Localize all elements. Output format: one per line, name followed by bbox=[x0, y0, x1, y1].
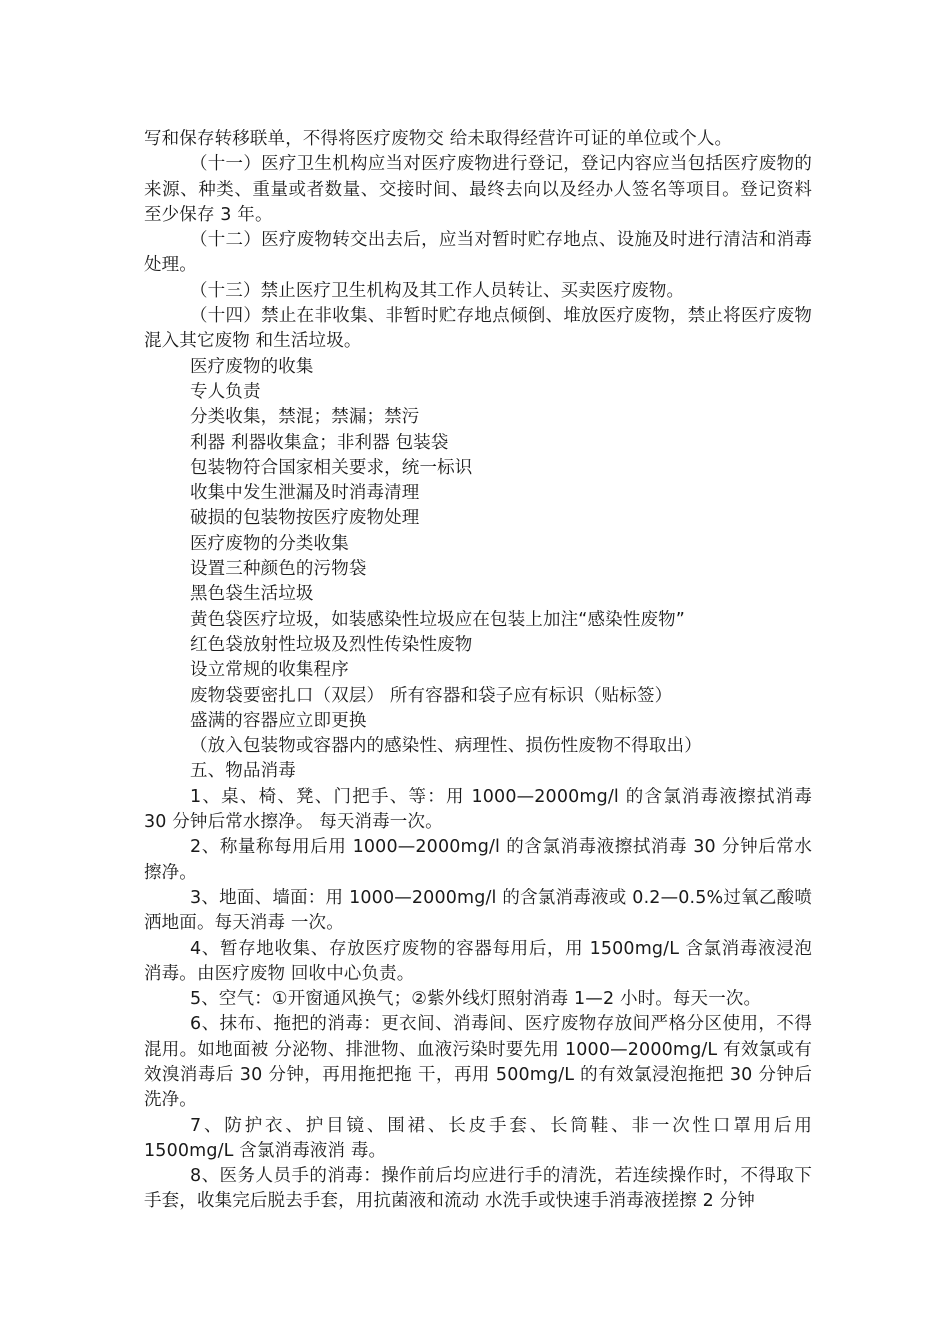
paragraph-disinfection-4: 4、暂存地收集、存放医疗废物的容器每用后，用 1500mg/L 含氯消毒液浸泡消毒。由医疗废物 回收中心负责。 bbox=[144, 938, 812, 984]
paragraph-twelve: （十二）医疗废物转交出去后，应当对暂时贮存地点、设施及时进行清洁和消毒处理。 bbox=[144, 230, 812, 276]
list-item: 破损的包装物按医疗废物处理 bbox=[190, 508, 420, 529]
list-item: 利器 利器收集盒；非利器 包装袋 bbox=[190, 432, 449, 453]
paragraph-disinfection-8: 8、医务人员手的消毒：操作前后均应进行手的清洗，若连续操作时，不得取下手套，收集完后脱去手套，用抗菌液和流动 水洗手或快速手消毒液搓擦 2 分钟 bbox=[144, 1166, 812, 1212]
list-item: 分类收集，禁混；禁漏；禁污 bbox=[190, 407, 420, 428]
list-item: 盛满的容器应立即更换 bbox=[190, 710, 367, 731]
list-item: 黑色袋生活垃圾 bbox=[190, 584, 314, 605]
list-item: 包装物符合国家相关要求，统一标识 bbox=[190, 457, 473, 478]
list-item: 废物袋要密扎口（双层） 所有容器和袋子应有标识（贴标签） bbox=[190, 685, 673, 706]
paragraph-eleven: （十一）医疗卫生机构应当对医疗废物进行登记，登记内容应当包括医疗废物的来源、种类、重量或者数量、交接时间、最终去向以及经办人签名等项目。登记资料至少保存 3 年。 bbox=[144, 154, 812, 225]
paragraph-disinfection-6: 6、抹布、拖把的消毒：更衣间、消毒间、医疗废物存放间严格分区使用，不得混用。如地面被 分泌物、排泄物、血液污染时要先用 1000—2000mg/L 有效氯或有效溴消毒后 30 分钟，再用拖把拖 干，再用 500mg/L 的有效氯浸泡拖把 30 分钟后洗净。 bbox=[144, 1014, 812, 1111]
list-item: 设立常规的收集程序 bbox=[190, 660, 349, 681]
list-item: 专人负责 bbox=[190, 381, 261, 402]
section-heading-disinfection: 五、物品消毒 bbox=[190, 761, 296, 782]
list-item: 红色袋放射性垃圾及烈性传染性废物 bbox=[190, 634, 473, 655]
list-item: 医疗废物的分类收集 bbox=[190, 533, 349, 554]
list-item: 黄色袋医疗垃圾，如装感染性垃圾应在包装上加注“感染性废物” bbox=[190, 609, 685, 630]
list-item: 收集中发生泄漏及时消毒清理 bbox=[190, 483, 420, 504]
paragraph-disinfection-5: 5、空气：①开窗通风换气；②紫外线灯照射消毒 1—2 小时。每天一次。 bbox=[190, 989, 762, 1010]
list-item: 医疗废物的收集 bbox=[190, 356, 314, 377]
paragraph-disinfection-3: 3、地面、墙面：用 1000—2000mg/l 的含氯消毒液或 0.2—0.5%过氧乙酸喷洒地面。每天消毒 一次。 bbox=[144, 887, 812, 934]
list-item: （放入包装物或容器内的感染性、病理性、损伤性废物不得取出） bbox=[190, 736, 702, 757]
paragraph-disinfection-7: 7、防护衣、护目镜、围裙、长皮手套、长筒鞋、非一次性口罩用后用 1500mg/L 含氯消毒液消 毒。 bbox=[144, 1115, 812, 1161]
paragraph-transfer-form: 写和保存转移联单，不得将医疗废物交 给未取得经营许可证的单位或个人。 bbox=[144, 129, 733, 149]
paragraph-disinfection-2: 2、称量称每用后用 1000—2000mg/l 的含氯消毒液擦拭消毒 30 分钟后常水擦净。 bbox=[144, 837, 812, 883]
list-item: 设置三种颜色的污物袋 bbox=[190, 559, 367, 580]
paragraph-fourteen: （十四）禁止在非收集、非暂时贮存地点倾倒、堆放医疗废物，禁止将医疗废物混入其它废物 和生活垃圾。 bbox=[144, 306, 812, 352]
paragraph-thirteen: （十三）禁止医疗卫生机构及其工作人员转让、买卖医疗废物。 bbox=[190, 280, 685, 301]
document-body bbox=[144, 127, 812, 1215]
paragraph-disinfection-1: 1、桌、椅、凳、门把手、等：用 1000—2000mg/l 的含氯消毒液擦拭消毒 30 分钟后常水擦净。 每天消毒一次。 bbox=[144, 786, 812, 833]
